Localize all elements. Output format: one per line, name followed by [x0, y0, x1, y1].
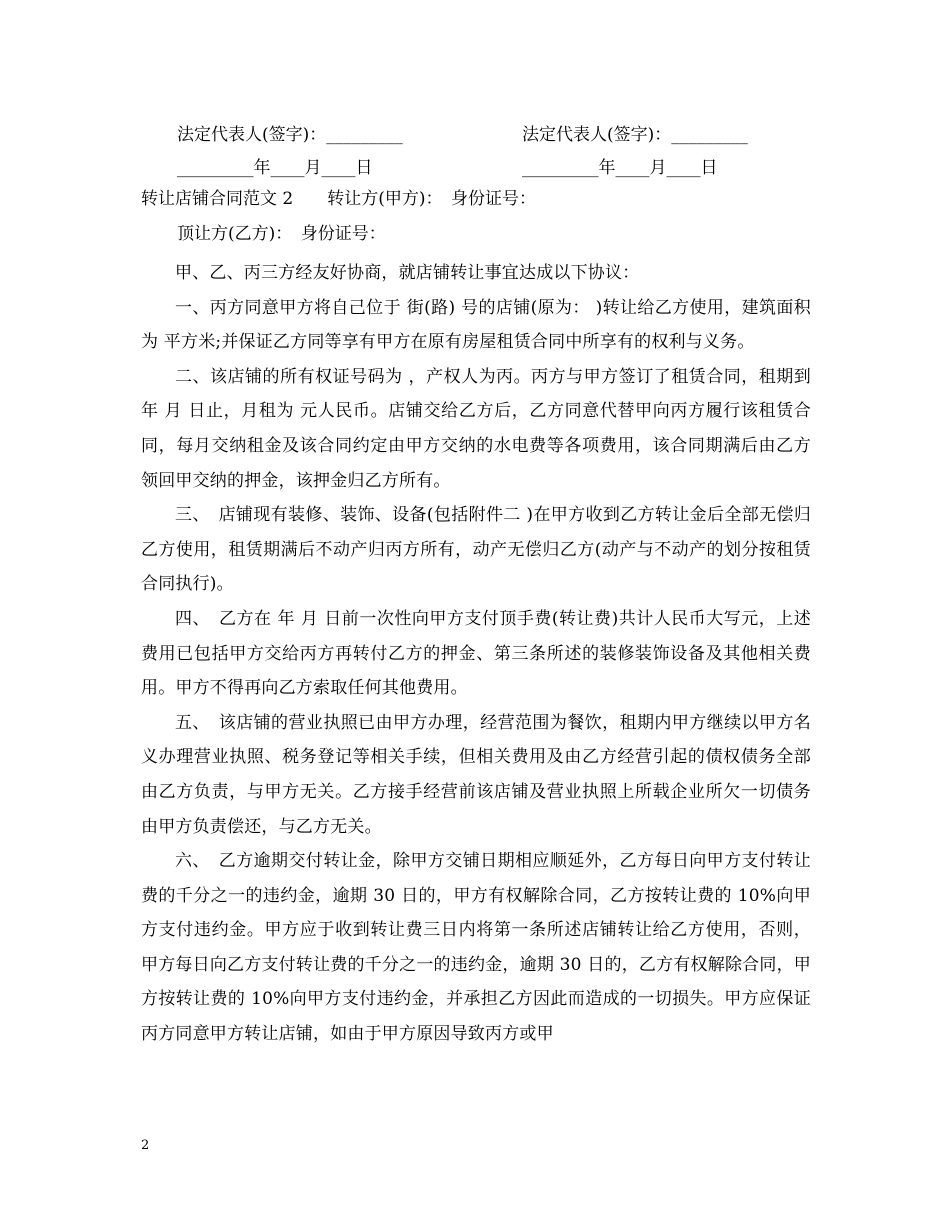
right-signature-date: _________年____月____日: [522, 158, 718, 178]
page-number: 2: [141, 1138, 150, 1153]
clause-5: 五、 该店铺的营业执照已由甲方办理，经营范围为餐饮，租期内甲方继续以甲方名义办理营业执照、税务登记等相关手续，但相关费用及由乙方经营引起的债权债务全部由乙方负责，与甲方无关。乙方接手经营前该店铺及营业执照上所载企业所欠一切债务由甲方负责偿还，与乙方无关。: [141, 712, 811, 837]
right-representative-signature: 法定代表人(签字)：_________: [522, 125, 748, 145]
assignee-line: 顶让方(乙方)： 身份证号：: [177, 224, 386, 244]
clause-2: 二、该店铺的所有权证号码为 ，产权人为丙。丙方与甲方签订了租赁合同，租期到 年 月 日止，月租为 元人民币。店铺交给乙方后，乙方同意代替甲向丙方履行该租赁合同，每月交纳租金及该合同约定由甲方交纳的水电费等各项费用，该合同期满后由乙方领回甲交纳的押金，该押金归乙方所有。: [141, 366, 811, 491]
date-row: [0, 153, 950, 183]
contract-title-line: 转让店铺合同范文 2 转让方(甲方)： 身份证号：: [141, 189, 536, 209]
clause-1: 一、丙方同意甲方将自己位于 街(路) 号的店铺(原为： )转让给乙方使用，建筑面积为 平方米;并保证乙方同等享有甲方在原有房屋租赁合同中所享有的权利与义务。: [141, 297, 811, 353]
contract-body: [141, 256, 811, 1052]
left-signature-date: _________年____月____日: [177, 158, 373, 178]
clause-4: 四、 乙方在 年 月 日前一次性向甲方支付顶手费(转让费)共计人民币大写元，上述费用已包括甲方交给丙方再转付乙方的押金、第三条所述的装修装饰设备及其他相关费用。甲方不得再向乙方索取任何其他费用。: [141, 608, 811, 699]
signature-row: [0, 120, 950, 150]
clause-3: 三、 店铺现有装修、装饰、设备(包括附件二 )在甲方收到乙方转让金后全部无偿归乙方使用，租赁期满后不动产归丙方所有，动产无偿归乙方(动产与不动产的划分按租赁合同执行)。: [141, 505, 811, 595]
clause-6: 六、 乙方逾期交付转让金，除甲方交铺日期相应顺延外，乙方每日向甲方支付转让费的千分之一的违约金，逾期 30 日的，甲方有权解除合同，乙方按转让费的 10%向甲方支付违约金。甲方应于收到转让费三日内将第一条所述店铺转让给乙方使用，否则，甲方每日向乙方支付转让费的千分之一的违约金，逾期 30 日的，乙方有权解除合同，甲方按转让费的 10%向甲方支付违约金，并承担乙方因此而造成的一切损失。甲方应保证丙方同意甲方转让店铺，如由于甲方原因导致丙方或甲: [141, 851, 811, 1045]
left-representative-signature: 法定代表人(签字)：_________: [177, 125, 403, 145]
intro-paragraph: 甲、乙、丙三方经友好协商，就店铺转让事宜达成以下协议：: [175, 263, 640, 283]
